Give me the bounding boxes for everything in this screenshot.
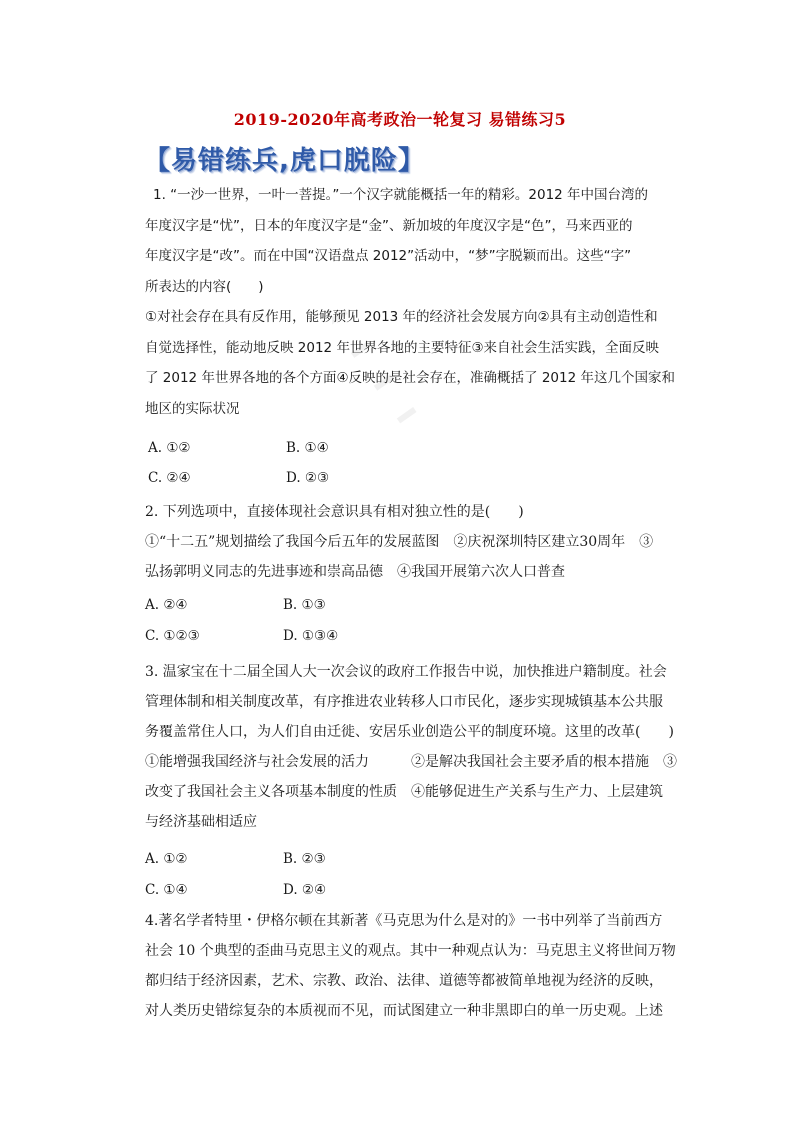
question-line: 对人类历史错综复杂的本质视而不见，而试图建立一种非黑即白的单一历史观。上述 [145,1003,663,1019]
question-line: 务覆盖常住人口，为人们自由迁徙、安居乐业创造公平的制度环境。这里的改革( ) [145,724,674,740]
question-line: 弘扬郭明义同志的先进事迹和崇高品德 ④我国开展第六次人口普查 [145,564,565,580]
option-c: C. ①④ [145,882,188,898]
option-b: B. ②③ [283,851,326,867]
option-a: A. ①② [148,440,191,456]
question-line: 管理体制和相关制度改革，有序推进农业转移人口市民化，逐步实现城镇基本公共服 [145,694,663,710]
option-c: C. ②④ [148,470,191,486]
question-line: 年度汉字是“忧”，日本的年度汉字是“金”、新加坡的年度汉字是“色”，马来西亚的 [145,217,633,234]
question-line: 4.著名学者特里・伊格尔顿在其新著《马克思为什么是对的》一书中列举了当前西方 [145,913,663,929]
question-line: 与经济基础相适应 [145,814,257,830]
section-banner: 【易错练兵,虎口脱险】 [144,146,425,176]
question-line: ①“十二五”规划描绘了我国今后五年的发展蓝图 ②庆祝深圳特区建立30周年 ③ [145,534,654,550]
question-4 [145,906,685,1026]
question-line: 了 2012 年世界各地的各个方面④反映的是社会存在，准确概括了 2012 年这几个国家和 [145,370,675,386]
question-line: 地区的实际状况 [145,400,240,417]
question-line: 自觉选择性，能动地反映 2012 年世界各地的主要特征③来自社会生活实践，全面反映 [145,339,660,356]
option-a: A. ②④ [145,597,188,613]
option-c: C. ①②③ [145,628,200,644]
question-line: 年度汉字是“改”。而在中国“汉语盘点 2012”活动中，“梦”字脱颖而出。这些“字” [145,248,632,264]
question-line: 所表达的内容( ) [145,278,264,295]
question-line: 1. “一沙一世界，一叶一菩提。”一个汉字就能概括一年的精彩。2012 年中国台湾的 [153,187,649,203]
question-line: 都归结于经济因素，艺术、宗教、政治、法律、道德等都被简单地视为经济的反映， [145,973,663,989]
question-3 [145,657,685,837]
question-2 [145,497,685,587]
option-d: D. ②④ [283,882,327,898]
option-d: D. ①③④ [283,628,339,644]
question-line: 改变了我国社会主义各项基本制度的性质 ④能够促进生产关系与生产力、上层建筑 [145,784,663,800]
option-b: B. ①④ [286,440,329,456]
question-line: ①能增强我国经济与社会发展的活力 ②是解决我国社会主要矛盾的根本措施 ③ [145,754,677,770]
option-b: B. ①③ [283,597,326,613]
question-line: 3. 温家宝在十二届全国人大一次会议的政府工作报告中说，加快推进户籍制度。社会 [145,664,667,680]
question-1 [145,180,685,424]
page-title: 2019-2020年高考政治一轮复习 易错练习5 [233,110,567,129]
option-d: D. ②③ [286,470,330,486]
question-line: 社会 10 个典型的歪曲马克思主义的观点。其中一种观点认为：马克思主义将世间万物 [145,943,676,959]
question-line: ①对社会存在具有反作用，能够预见 2013 年的经济社会发展方向②具有主动创造性和 [145,309,658,325]
option-a: A. ①② [145,851,188,867]
question-line: 2. 下列选项中，直接体现社会意识具有相对独立性的是( ) [145,504,524,520]
